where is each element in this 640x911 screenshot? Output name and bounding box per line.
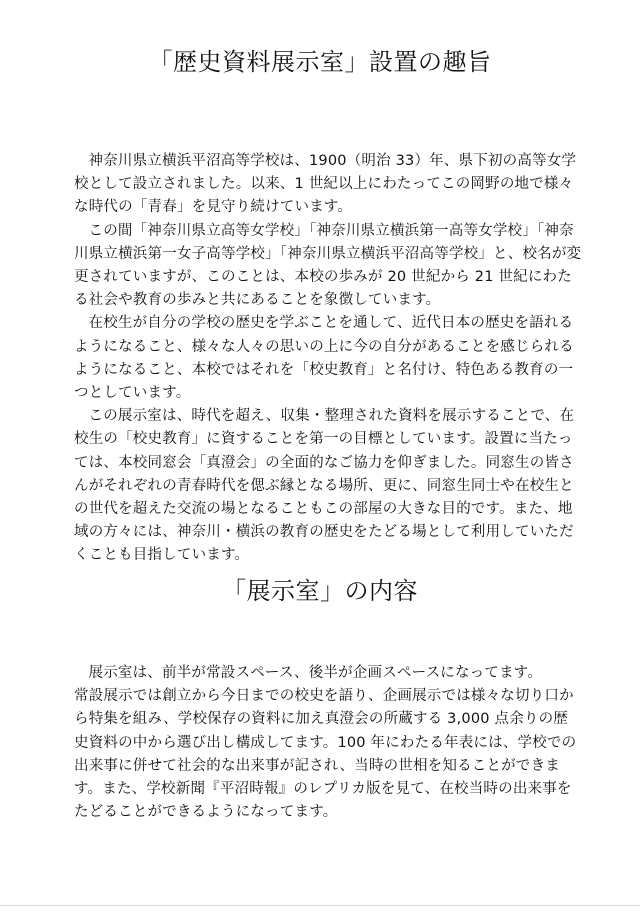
paragraph: この間「神奈川県立高等女学校」「神奈川県立横浜第一高等女学校」「神奈川県立横浜第一女子高等学校」「神奈川県立横浜平沼高等学校」と、校名が変更されていますが、このことは、本校の歩みが 20 世紀から 21 世紀にわたる社会や教育の歩みと共にあることを象徴しています。 [74,222,582,309]
section-body-purpose [74,150,582,568]
paragraph: 展示室は、前半が常設スペース、後半が企画スペースになってます。 [88,665,543,681]
paragraph: 常設展示では創立から今日までの校史を語り、企画展示では様々な切り口から特集を組み、学校保存の資料に加え真澄会の所蔵する 3,000 点余りの歴史資料の中から選び出し構成してます。100 年にわたる年表には、学校での出来事に併せて社会的な出来事が記され、当時の世相を知ることができます。また、学校新聞『平沼時報』のレプリカ版を見て、在校当時の出来事をたどることができるようになってます。 [74,688,577,821]
section-body-contents [74,662,582,824]
section-title-purpose: 「歴史資料展示室」設置の趣旨 [148,48,492,76]
page-bottom-divider [0,905,640,906]
section-title-contents: 「展示室」の内容 [222,577,418,605]
paragraph: この展示室は、時代を超え、収集・整理された資料を展示することで、在校生の「校史教育」に資することを第一の目標としています。設置に当たっては、本校同窓会「真澄会」の全面的なご協力を仰ぎました。同窓生の皆さんがそれぞれの青春時代を偲ぶ縁となる場所、更に、同窓生同士や在校生との世代を超えた交流の場となることもこの部屋の大きな目的です。また、地域の方々には、神奈川・横浜の教育の歴史をたどる場として利用していただくことも目指しています。 [74,408,575,564]
paragraph: 神奈川県立横浜平沼高等学校は、1900（明治 33）年、県下初の高等女学校として設立されました。以来、1 世紀以上にわたってこの岡野の地で様々な時代の「青春」を見守り続けています。 [74,153,577,216]
paragraph: 在校生が自分の学校の歴史を学ぶことを通して、近代日本の歴史を語れるようになること、様々な人々の思いの上に今の自分があることを感じられるようになること、本校ではそれを「校史教育」と名付け、特色ある教育の一つとしています。 [74,315,574,402]
